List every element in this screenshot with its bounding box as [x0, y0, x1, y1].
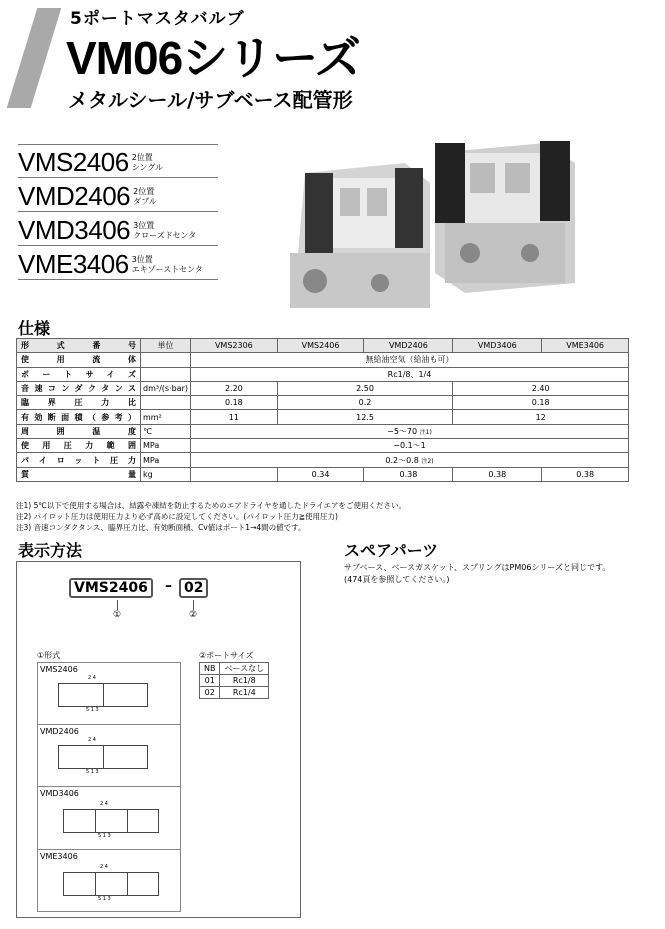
table-row: 使用圧力範囲 MPa −0.1〜1 [17, 439, 629, 453]
page-title: VM06シリーズ [66, 32, 360, 84]
model-name: VME3406 [18, 249, 129, 279]
spare-text: サブベース、ベースガスケット、スプリングはPM06シリーズと同じです。 (474頁を参照してください。) [344, 563, 611, 584]
table-row: 音速コンダクタンス dm³/(s·bar) 2.20 2.50 2.40 [17, 381, 629, 395]
model-desc: 3位置 クローズドセンタ [133, 221, 197, 240]
product-photo [285, 133, 585, 313]
model-desc: 2位置 ダブル [133, 187, 157, 206]
code-model: VMS2406 [69, 578, 153, 598]
spec-heading: 仕様 [18, 319, 51, 338]
display-box: VMS2406 – 02 ① ② ①形式 ②ポートサイズ NB ベースなし 01 Rc1/8 02 Rc1/4 VMS2406 2 4 5 1 3 VMD2406 2 4 5 1 3 VMD3406 2 4 5 1 3 VME3406 2 4 5 1 3 [16, 561, 301, 918]
table-row: 臨界圧力比 0.18 0.2 0.18 [17, 396, 629, 410]
table-row: ポートサイズ Rc1/8、1/4 [17, 367, 629, 381]
valve-type-panel: VMS2406 2 4 5 1 3 VMD2406 2 4 5 1 3 VMD3406 2 4 5 1 3 VME3406 2 4 5 1 3 [37, 662, 181, 912]
port-label: ②ポートサイズ [199, 651, 254, 660]
model-desc: 2位置 シングル [131, 153, 164, 172]
model-row [18, 144, 218, 178]
table-row: 質量 kg 0.34 0.38 0.38 0.38 [17, 467, 629, 481]
form-label: ①形式 [37, 651, 61, 660]
port-table: NB ベースなし 01 Rc1/8 02 Rc1/4 [199, 662, 269, 699]
header-slash-decoration [7, 8, 62, 108]
valve-symbol [63, 872, 159, 896]
page-subtitle: メタルシール/サブベース配管形 [68, 88, 353, 112]
model-desc: 3位置 エキゾーストセンタ [131, 255, 203, 274]
spare-heading: スペアパーツ [344, 541, 439, 560]
table-row: 周囲温度 ℃ −5〜70 注1) [17, 424, 629, 438]
model-list [18, 144, 218, 280]
spec-table [16, 338, 629, 482]
model-name: VMS2406 [18, 147, 129, 177]
spec-notes: 注1) 5℃以下で使用する場合は、結露や凍結を防止するためのエアドライヤを通したドライエアをご使用ください。 注2) パイロット圧力は使用圧力より必ず高めに設定してください。(パイロット圧力≧使用圧力) 注3) 音速コンダクタンス、臨界圧力比、有効断面積、Cv値はポート1→4間の値です。 [16, 501, 407, 532]
table-row: 使用流体 無給油空気（給油も可） [17, 353, 629, 367]
valve-symbol [63, 809, 159, 833]
table-row: パイロット圧力 MPa 0.2〜0.8 注2) [17, 453, 629, 467]
header-supertitle: 5ポートマスタバルブ [70, 9, 245, 29]
model-row [18, 212, 218, 246]
model-name: VMD2406 [18, 181, 131, 211]
table-row: 形式番号 単位 VMS2306 VMS2406 VMD2406 VMD3406 VME3406 [17, 339, 629, 353]
model-row [18, 246, 218, 280]
table-row: 有効断面積（参考） mm² 11 12.5 12 [17, 410, 629, 424]
model-name: VMD3406 [18, 215, 131, 245]
model-row [18, 178, 218, 212]
display-heading: 表示方法 [18, 541, 83, 560]
code-port: 02 [179, 578, 208, 598]
